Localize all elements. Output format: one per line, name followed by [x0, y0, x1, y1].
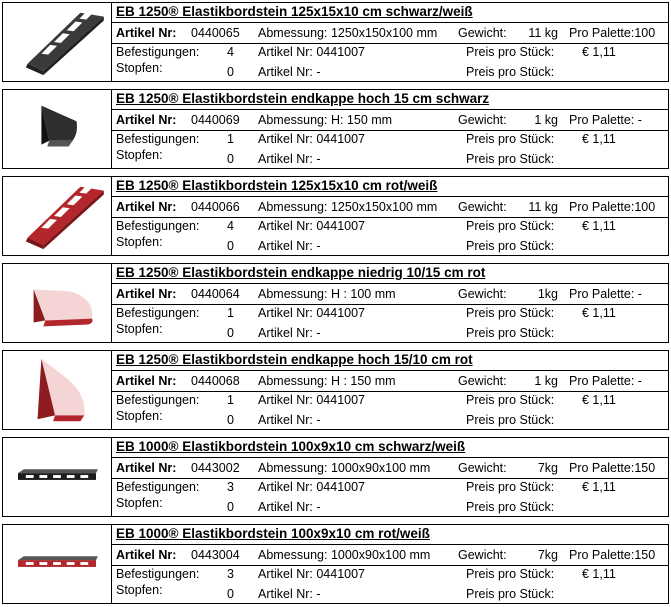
price-label: Preis pro Stück: — [466, 500, 555, 514]
product-image — [3, 177, 112, 255]
artikel-label: Artikel Nr: — [116, 461, 177, 475]
price-label: Preis pro Stück: — [466, 480, 555, 494]
weight-label: Gewicht: — [458, 461, 507, 475]
fastenings-label: Befestigungen: — [116, 306, 200, 320]
per-pallet: Pro Palette:100 — [569, 26, 656, 40]
product-card-1 — [2, 2, 669, 82]
artikel-number: 0440065 — [191, 26, 240, 40]
artikel-label: Artikel Nr: — [116, 200, 177, 214]
price-label: Preis pro Stück: — [466, 306, 555, 320]
artikel-number: 0440069 — [191, 113, 240, 127]
row-divider — [111, 217, 668, 218]
fastenings-label: Befestigungen: — [116, 132, 200, 146]
dimensions: Abmessung: 1000x90x100 mm — [258, 548, 431, 562]
curb-icon — [3, 525, 111, 603]
weight-value: 11 kg — [528, 26, 558, 40]
artikel-number: 0440064 — [191, 287, 240, 301]
price-label: Preis pro Stück: — [466, 567, 555, 581]
plugs-count: 0 — [227, 500, 234, 514]
plug-artikel: Artikel Nr: - — [258, 326, 321, 340]
fastenings-count: 1 — [227, 132, 234, 146]
product-card-4 — [2, 263, 669, 343]
fastenings-label: Befestigungen: — [116, 393, 200, 407]
plugs-count: 0 — [227, 152, 234, 166]
price-value: € 1,11 — [582, 132, 616, 146]
fastening-artikel: Artikel Nr: 0441007 — [258, 480, 366, 494]
dimensions: Abmessung: 1250x150x100 mm — [258, 26, 438, 40]
product-image — [3, 525, 112, 603]
plugs-count: 0 — [227, 326, 234, 340]
plugs-count: 0 — [227, 65, 234, 79]
plug-artikel: Artikel Nr: - — [258, 239, 321, 253]
plugs-label: Stopfen: — [116, 496, 163, 510]
fastening-artikel: Artikel Nr: 0441007 — [258, 393, 366, 407]
product-title: EB 1250® Elastikbordstein endkappe hoch 15 cm schwarz — [116, 91, 490, 106]
endcap-icon — [3, 264, 111, 342]
artikel-label: Artikel Nr: — [116, 26, 177, 40]
fastenings-label: Befestigungen: — [116, 480, 200, 494]
plugs-label: Stopfen: — [116, 61, 163, 75]
artikel-label: Artikel Nr: — [116, 113, 177, 127]
fastenings-count: 1 — [227, 393, 234, 407]
fastenings-count: 3 — [227, 567, 234, 581]
row-divider — [111, 478, 668, 479]
product-image — [3, 264, 112, 342]
curb-icon — [3, 438, 111, 516]
artikel-number: 0443002 — [191, 461, 240, 475]
fastening-artikel: Artikel Nr: 0441007 — [258, 306, 366, 320]
fastening-artikel: Artikel Nr: 0441007 — [258, 567, 366, 581]
product-card-6 — [2, 437, 669, 517]
plugs-count: 0 — [227, 413, 234, 427]
plugs-label: Stopfen: — [116, 409, 163, 423]
per-pallet: Pro Palette:150 — [569, 548, 656, 562]
price-label: Preis pro Stück: — [466, 413, 555, 427]
fastening-artikel: Artikel Nr: 0441007 — [258, 132, 366, 146]
artikel-number: 0443004 — [191, 548, 240, 562]
product-title: EB 1250® Elastikbordstein 125x15x10 cm rot/weiß — [116, 178, 438, 193]
plug-artikel: Artikel Nr: - — [258, 152, 321, 166]
weight-value: 7kg — [537, 548, 558, 562]
row-divider — [111, 43, 668, 44]
dimensions: Abmessung: H : 150 mm — [258, 374, 396, 388]
product-card-7 — [2, 524, 669, 604]
plugs-label: Stopfen: — [116, 322, 163, 336]
product-title: EB 1250® Elastikbordstein endkappe hoch 15/10 cm rot — [116, 352, 473, 367]
weight-value: 1 kg — [534, 113, 558, 127]
dimensions: Abmessung: H : 100 mm — [258, 287, 396, 301]
curb-icon — [3, 3, 111, 81]
fastening-artikel: Artikel Nr: 0441007 — [258, 45, 366, 59]
row-divider — [111, 109, 668, 110]
weight-value: 1kg — [537, 287, 558, 301]
fastenings-label: Befestigungen: — [116, 45, 200, 59]
artikel-label: Artikel Nr: — [116, 548, 177, 562]
weight-label: Gewicht: — [458, 548, 507, 562]
price-value: € 1,11 — [582, 480, 616, 494]
weight-value: 1 kg — [534, 374, 558, 388]
dimensions: Abmessung: 1000x90x100 mm — [258, 461, 431, 475]
plugs-count: 0 — [227, 587, 234, 601]
product-title: EB 1250® Elastikbordstein 125x15x10 cm schwarz/weiß — [116, 4, 473, 19]
dimensions: Abmessung: 1250x150x100 mm — [258, 200, 438, 214]
product-image — [3, 438, 112, 516]
price-label: Preis pro Stück: — [466, 587, 555, 601]
per-pallet: Pro Palette: - — [569, 113, 642, 127]
fastenings-count: 4 — [227, 219, 234, 233]
fastenings-count: 1 — [227, 306, 234, 320]
product-title: EB 1000® Elastikbordstein 100x9x10 cm schwarz/weiß — [116, 439, 466, 454]
product-title: EB 1000® Elastikbordstein 100x9x10 cm rot/weiß — [116, 526, 430, 541]
fastenings-count: 4 — [227, 45, 234, 59]
endcap-icon — [3, 90, 111, 168]
row-divider — [111, 391, 668, 392]
row-divider — [111, 544, 668, 545]
row-divider — [111, 565, 668, 566]
row-divider — [111, 304, 668, 305]
price-label: Preis pro Stück: — [466, 132, 555, 146]
weight-label: Gewicht: — [458, 26, 507, 40]
weight-label: Gewicht: — [458, 200, 507, 214]
fastening-artikel: Artikel Nr: 0441007 — [258, 219, 366, 233]
row-divider — [111, 370, 668, 371]
price-value: € 1,11 — [582, 393, 616, 407]
artikel-label: Artikel Nr: — [116, 374, 177, 388]
plugs-count: 0 — [227, 239, 234, 253]
weight-label: Gewicht: — [458, 113, 507, 127]
price-value: € 1,11 — [582, 567, 616, 581]
weight-value: 7kg — [537, 461, 558, 475]
price-label: Preis pro Stück: — [466, 45, 555, 59]
product-image — [3, 90, 112, 168]
weight-value: 11 kg — [528, 200, 558, 214]
fastenings-label: Befestigungen: — [116, 219, 200, 233]
artikel-number: 0440068 — [191, 374, 240, 388]
per-pallet: Pro Palette:100 — [569, 200, 656, 214]
per-pallet: Pro Palette:150 — [569, 461, 656, 475]
price-label: Preis pro Stück: — [466, 393, 555, 407]
row-divider — [111, 130, 668, 131]
price-value: € 1,11 — [582, 45, 616, 59]
fastenings-count: 3 — [227, 480, 234, 494]
plug-artikel: Artikel Nr: - — [258, 413, 321, 427]
price-label: Preis pro Stück: — [466, 239, 555, 253]
row-divider — [111, 283, 668, 284]
product-card-5 — [2, 350, 669, 430]
price-value: € 1,11 — [582, 219, 616, 233]
product-card-3 — [2, 176, 669, 256]
plug-artikel: Artikel Nr: - — [258, 587, 321, 601]
price-value: € 1,11 — [582, 306, 616, 320]
product-card-2 — [2, 89, 669, 169]
per-pallet: Pro Palette: - — [569, 287, 642, 301]
price-label: Preis pro Stück: — [466, 326, 555, 340]
row-divider — [111, 22, 668, 23]
row-divider — [111, 457, 668, 458]
per-pallet: Pro Palette: - — [569, 374, 642, 388]
artikel-label: Artikel Nr: — [116, 287, 177, 301]
dimensions: Abmessung: H: 150 mm — [258, 113, 393, 127]
plug-artikel: Artikel Nr: - — [258, 500, 321, 514]
plugs-label: Stopfen: — [116, 235, 163, 249]
weight-label: Gewicht: — [458, 287, 507, 301]
product-title: EB 1250® Elastikbordstein endkappe niedrig 10/15 cm rot — [116, 265, 486, 280]
weight-label: Gewicht: — [458, 374, 507, 388]
curb-icon — [3, 177, 111, 255]
price-label: Preis pro Stück: — [466, 152, 555, 166]
plugs-label: Stopfen: — [116, 148, 163, 162]
fastenings-label: Befestigungen: — [116, 567, 200, 581]
product-image — [3, 3, 112, 81]
plug-artikel: Artikel Nr: - — [258, 65, 321, 79]
price-label: Preis pro Stück: — [466, 219, 555, 233]
artikel-number: 0440066 — [191, 200, 240, 214]
endcap-icon — [3, 351, 111, 429]
plugs-label: Stopfen: — [116, 583, 163, 597]
row-divider — [111, 196, 668, 197]
price-label: Preis pro Stück: — [466, 65, 555, 79]
product-image — [3, 351, 112, 429]
